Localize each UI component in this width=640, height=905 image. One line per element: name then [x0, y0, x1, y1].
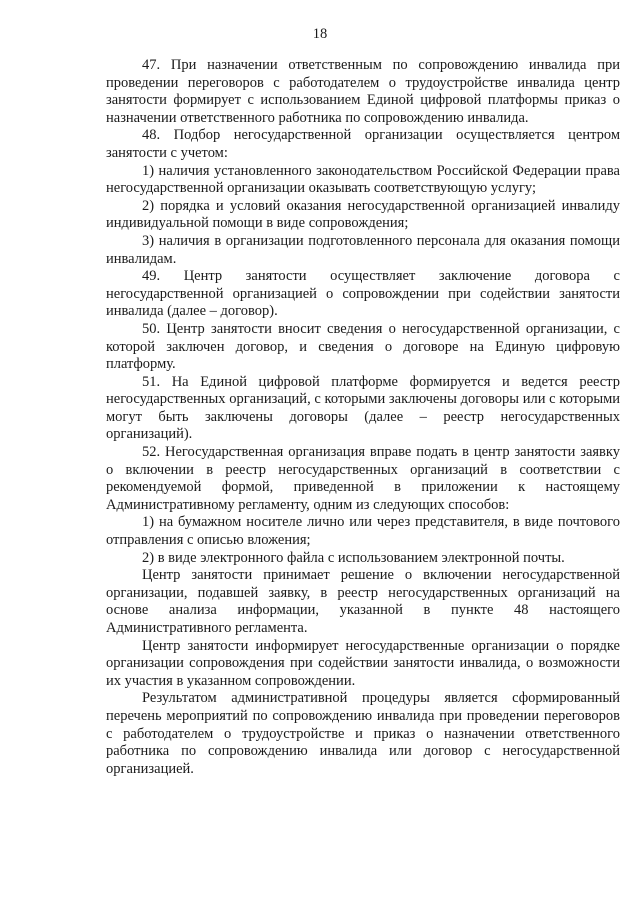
- paragraph-registry-decision: Центр занятости принимает решение о включении негосударственной организации, подавшей заявку, в реестр негосударственных организаций на основе анализа информации, указанной в пункте 48 настоящего Административного регламента.: [106, 567, 620, 636]
- paragraph-49: 49. Центр занятости осуществляет заключение договора с негосударственной организацией о сопровождении при содействии занятости инвалида (далее – договор).: [106, 268, 620, 320]
- paragraph-51: 51. На Единой цифровой платформе формируется и ведется реестр негосударственных организаций, с которыми заключены договоры или с которыми могут быть заключены договоры (далее – реестр негосударственных организаций).: [106, 373, 620, 443]
- paragraph-52: 52. Негосударственная организация вправе подать в центр занятости заявку о включении в реестр негосударственных организаций в соответствии с рекомендуемой формой, приведенной в приложении к настоящему Административному регламенту, одним из следующих способов:: [106, 444, 620, 513]
- paragraph-result: Результатом административной процедуры является сформированный перечень мероприятий по сопровождению инвалида при проведении переговоров с работодателем о трудоустройстве и приказ о назначении ответственного работника по сопровождению инвалида или договор с негосударственной организацией.: [106, 690, 620, 777]
- paragraph-48-item-2: 2) порядка и условий оказания негосударственной организацией инвалиду индивидуальной помощи в виде сопровождения;: [106, 197, 620, 232]
- paragraph-50: 50. Центр занятости вносит сведения о негосударственной организации, с которой заключен договор, и сведения о договоре на Единую цифровую платформу.: [106, 320, 620, 373]
- document-body: [106, 57, 620, 778]
- paragraph-47: 47. При назначении ответственным по сопровождению инвалида при проведении переговоров с работодателем о трудоустройстве инвалида центр занятости формирует с использованием Единой цифровой платформы приказ о назначении ответственного работника по сопровождению инвалида.: [106, 57, 620, 126]
- paragraph-48-item-3: 3) наличия в организации подготовленного персонала для оказания помощи инвалидам.: [106, 232, 620, 267]
- paragraph-52-item-2: 2) в виде электронного файла с использованием электронной почты.: [142, 549, 565, 566]
- paragraph-informing: Центр занятости информирует негосударственные организации о порядке организации сопровождения при содействии занятости инвалида, о возможности их участия в указанном сопровождении.: [106, 637, 620, 689]
- paragraph-52-item-1: 1) на бумажном носителе лично или через представителя, в виде почтового отправления с описью вложения;: [106, 514, 620, 549]
- paragraph-48: 48. Подбор негосударственной организации осуществляется центром занятости с учетом:: [106, 127, 620, 161]
- paragraph-48-item-1: 1) наличия установленного законодательством Российской Федерации права негосударственной организации оказывать соответствующую услугу;: [106, 162, 620, 197]
- page-number: 18: [312, 26, 328, 42]
